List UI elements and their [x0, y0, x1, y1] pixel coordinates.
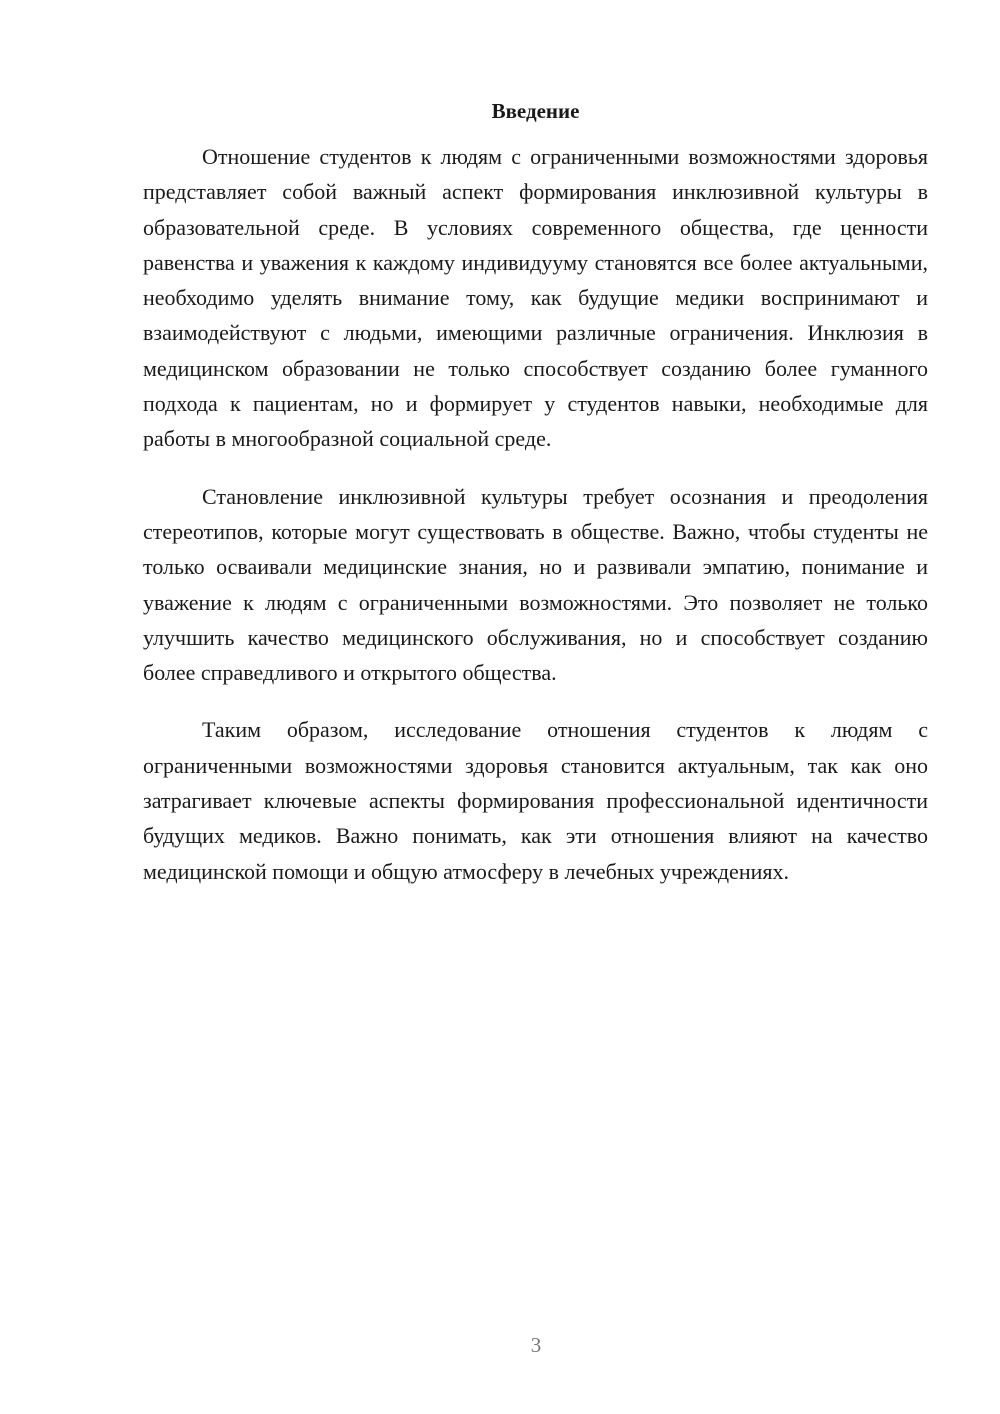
page-content [143, 96, 928, 889]
paragraph-1: Отношение студентов к людям с ограниченными возможностями здоровья представляет собой важный аспект формирования инклюзивной культуры в образовательной среде. В условиях современного общества, где ценности равенства и уважения к каждому индивидууму становятся все более актуальными, необходимо уделять внимание тому, как будущие медики воспринимают и взаимодействуют с людьми, имеющими различные ограничения. Инклюзия в медицинском образовании не только способствует созданию более гуманного подхода к пациентам, но и формирует у студентов навыки, необходимые для работы в многообразной социальной среде. [143, 144, 928, 452]
paragraph-2: Становление инклюзивной культуры требует осознания и преодоления стереотипов, которые могут существовать в обществе. Важно, чтобы студенты не только осваивали медицинские знания, но и развивали эмпатию, понимание и уважение к людям с ограниченными возможностями. Это позволяет не только улучшить качество медицинского обслуживания, но и способствует созданию более справедливого и открытого общества. [143, 483, 928, 686]
paragraph-3: Таким образом, исследование отношения студентов к людям с ограниченными возможностями здоровья становится актуальным, так как оно затрагивает ключевые аспекты формирования профессиональной идентичности будущих медиков. Важно понимать, как эти отношения влияют на качество медицинской помощи и общую атмосферу в лечебных учреждениях. [143, 717, 928, 884]
page-number: 3 [530, 1333, 542, 1357]
section-heading: Введение [491, 99, 580, 123]
